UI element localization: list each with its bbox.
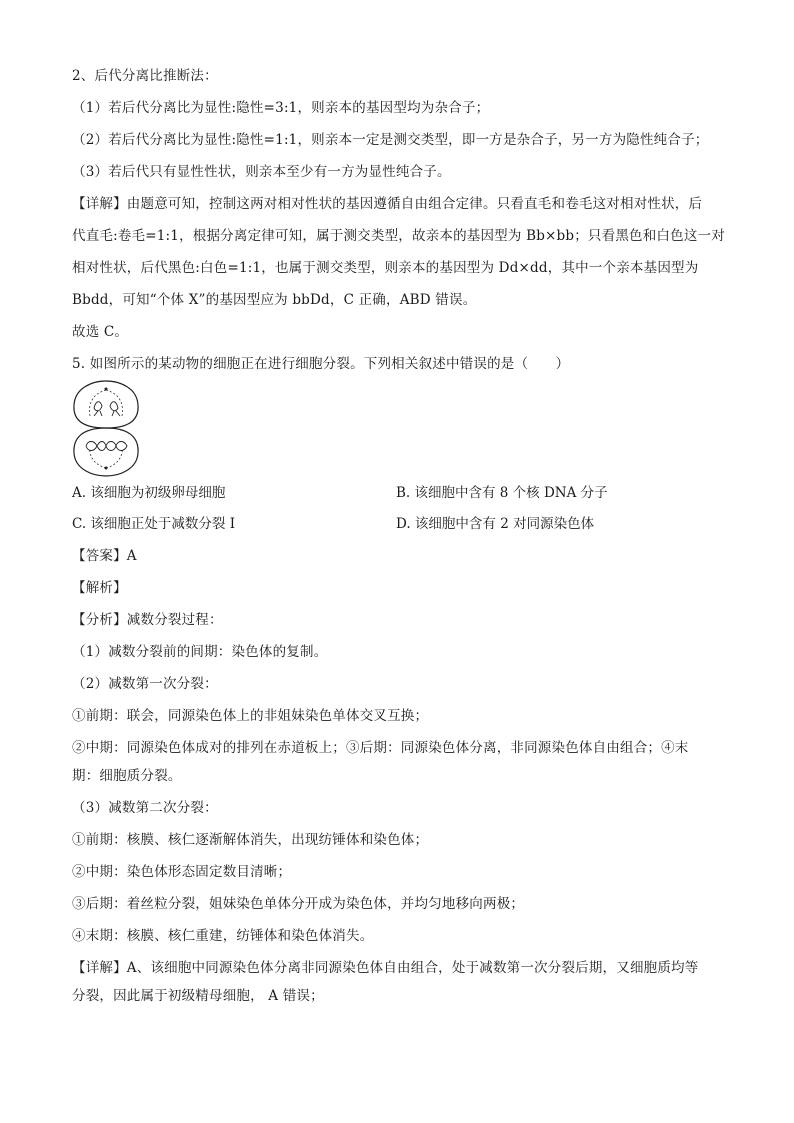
text-line: ④末期：核膜、核仁重建，纺锤体和染色体消失。: [72, 928, 374, 944]
text-line: （1）若后代分离比为显性:隐性=3:1，则亲本的基因型均为杂合子；: [72, 100, 490, 116]
question-stem: 5. 如图所示的某动物的细胞正在进行细胞分裂。下列相关叙述中错误的是（ ）: [72, 356, 570, 372]
answer-line: 【答案】A: [72, 548, 137, 564]
text-line: 分裂，因此属于初级精母细胞， A 错误；: [72, 988, 324, 1004]
text-line: （2）若后代分离比为显性:隐性=1:1，则亲本一定是测交类型，即一方是杂合子，另一方为隐性纯合子；: [72, 132, 709, 148]
text-line: 【详解】由题意可知，控制这两对相对性状的基因遵循自由组合定律。只看直毛和卷毛这对相对性状，后: [72, 196, 703, 212]
text-line: （2）减数第一次分裂：: [72, 676, 218, 692]
analysis-heading: 【解析】: [72, 580, 127, 596]
text-line: 代直毛:卷毛=1:1，根据分离定律可知，属于测交类型，故亲本的基因型为 Bb×bb；只看黑色和白色这一对: [72, 228, 725, 244]
text-line: 2、后代分离比推断法：: [72, 68, 218, 84]
option-a: A. 该细胞为初级卵母细胞: [72, 485, 226, 501]
option-b: B. 该细胞中含有 8 个核 DNA 分子: [396, 485, 608, 501]
text-line: ②中期：染色体形态固定数目清晰；: [72, 864, 292, 880]
text-line: 期：细胞质分裂。: [72, 768, 182, 784]
option-c: C. 该细胞正处于减数分裂 I: [72, 516, 236, 532]
text-line: 【详解】A、该细胞中同源染色体分离非同源染色体自由组合，处于减数第一次分裂后期，又细胞质均等: [72, 960, 699, 976]
text-line: （3）减数第二次分裂：: [72, 800, 218, 816]
text-line: ②中期：同源染色体成对的排列在赤道板上；③后期：同源染色体分离，非同源染色体自由组合；④末: [72, 740, 689, 756]
text-line: 【分析】减数分裂过程：: [72, 612, 223, 628]
text-line: （3）若后代只有显性性状，则亲本至少有一方为显性纯合子。: [72, 164, 451, 180]
option-d: D. 该细胞中含有 2 对同源染色体: [396, 516, 595, 532]
text-line: ③后期：着丝粒分裂，姐妹染色单体分开成为染色体，并均匀地移向两极；: [72, 896, 525, 912]
text-line: ①前期：核膜、核仁逐渐解体消失，出现纺锤体和染色体；: [72, 832, 429, 848]
text-line: ①前期：联会，同源染色体上的非姐妹染色单体交叉互换；: [72, 708, 429, 724]
text-line: 相对性状，后代黑色:白色=1:1，也属于测交类型，则亲本的基因型为 Dd×dd，其中一个亲本基因型为: [72, 260, 699, 276]
text-line: （1）减数分裂前的间期：染色体的复制。: [72, 644, 328, 660]
text-line: 故选 C。: [72, 324, 129, 340]
text-line: Bbdd，可知“个体 X”的基因型应为 bbDd，C 正确，ABD 错误。: [72, 292, 477, 308]
cell-division-figure: [70, 378, 142, 478]
